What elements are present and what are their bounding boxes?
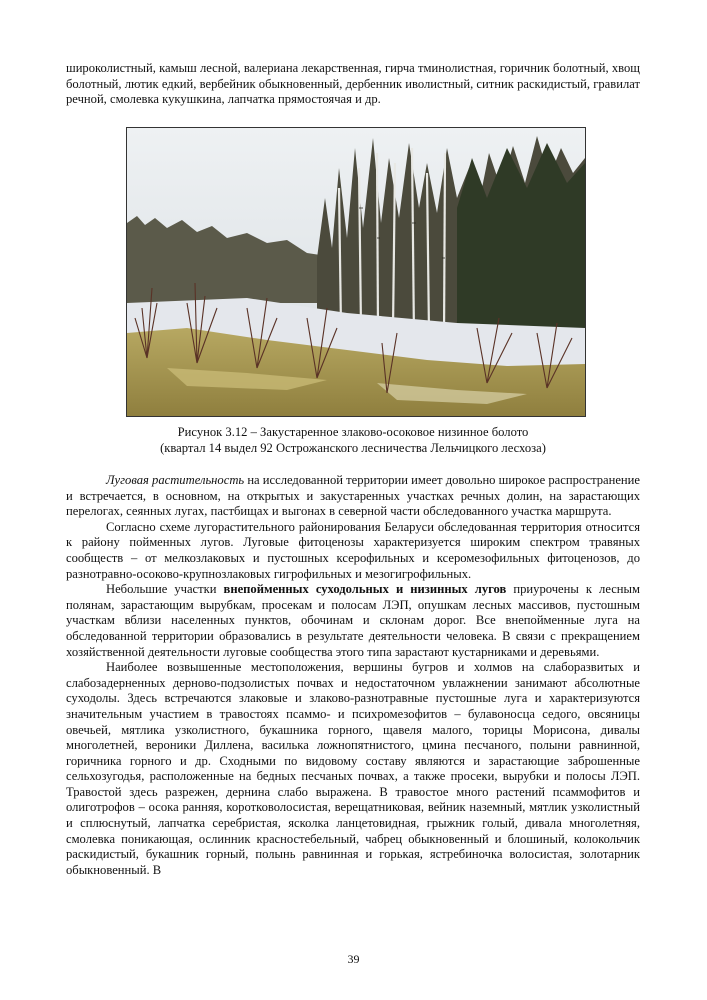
top-paragraph — [66, 61, 640, 108]
paragraph-upland-meadows — [66, 582, 640, 660]
photo-illustration — [127, 128, 585, 416]
paragraph-dry-meadows: Наиболее возвышенные местоположения, вершины бугров и холмов на слаборазвитых и слабозадерненных дерново-подзолистых почвах и недостаточном увлажнении занимают абсолютные суходолы. Здесь встречаются злаковые и злаково-разнотравные пустошные луга и характеризуются значительным участием в травостоях псаммо- и психромезофитов – булавоносца седого, овсяницы овечьей, мятлика узколистного, букашника горного, щавеля малого, торицы Морисона, дивалы многолетней, вероники Диллена, василька ложнопятнистого, цмина песчаного, полыни равнинной, горичника горного и др. Сходными по видовому составу являются и зарастающие заброшенные сельхозугодья, расположенные на бедных песчаных почвах, а также просеки, вырубки и полосы ЛЭП. Травостой здесь разрежен, дернина слабо выражена. В травостое много растений псаммофитов и олиготрофов – осока ранняя, коротковолосистая, верещатниковая, вейник наземный, мятлик узколистный и сплюснутый, лапчатка серебристая, ясколка ланцетовидная, грыжник голый, дивала многолетняя, смолевка поникающая, ослинник красностебельный, чабрец обыкновенный и блошиный, колокольчик раскидистый, букашник горный, полынь равнинная и горькая, ястребиночка волосистая, золотарник обыкновенный. В — [66, 660, 640, 877]
page-number: 39 — [347, 952, 360, 966]
top-paragraph-text: широколистный, камыш лесной, валериана лекарственная, гирча тминолистная, горичник болотный, хвощ болотный, лютик едкий, вербейник обыкновенный, дербенник иволистный, ситник раскидистый, гравилат речной, смолевка кукушкина, лапчатка прямостоячая и др. — [66, 61, 640, 107]
paragraph-3-text: приурочены к лесным полянам, зарастающим вырубкам, просекам и полосам ЛЭП, опушкам лесных массивов, пустошным участкам вблизи населенных пунктов, обочинам и склонам дорог. Все внепойменные луга на обследованной территории образовались в результате деятельности человека. В связи с прекращением хозяйственной деятельности луговые сообщества этого типа зарастают кустарниками и деревьями. — [66, 582, 640, 659]
term-meadow-vegetation: Луговая растительность — [106, 473, 245, 487]
paragraph-zoning: Согласно схеме лугорастительного районирования Беларуси обследованная территория относится к району пойменных лугов. Луговые фитоценозы характеризуется широким спектром травяных сообществ – от мелкозлаковых и пустошных ксерофильных и ксеромезофильных фитоценозов, до разнотравно-осоково-крупнозлаковых гигрофильных и мезогигрофильных. — [66, 519, 640, 581]
term-upland-meadows: внепойменных суходольных и низинных лугов — [223, 582, 507, 597]
forest-swamp-photo — [126, 127, 586, 417]
figure-caption-location: (квартал 14 выдел 92 Острожанского лесничества Лельчицкого лесхоза) — [160, 441, 546, 455]
figure-caption-title: Рисунок 3.12 – Закустаренное злаково-осоковое низинное болото — [177, 425, 529, 439]
paragraph-1-text: на исследованной территории имеет довольно широкое распространение и встречается, в основном, на открытых и закустаренных участках речных долин, на зарастающих перелогах, сеянных лугах, пастбищах и выгонах в северной части обследованного участка маршрута. — [66, 473, 641, 519]
paragraph-3-lead: Небольшие участки — [106, 582, 224, 597]
paragraph-meadow-vegetation — [66, 473, 640, 520]
body-text — [66, 473, 640, 878]
